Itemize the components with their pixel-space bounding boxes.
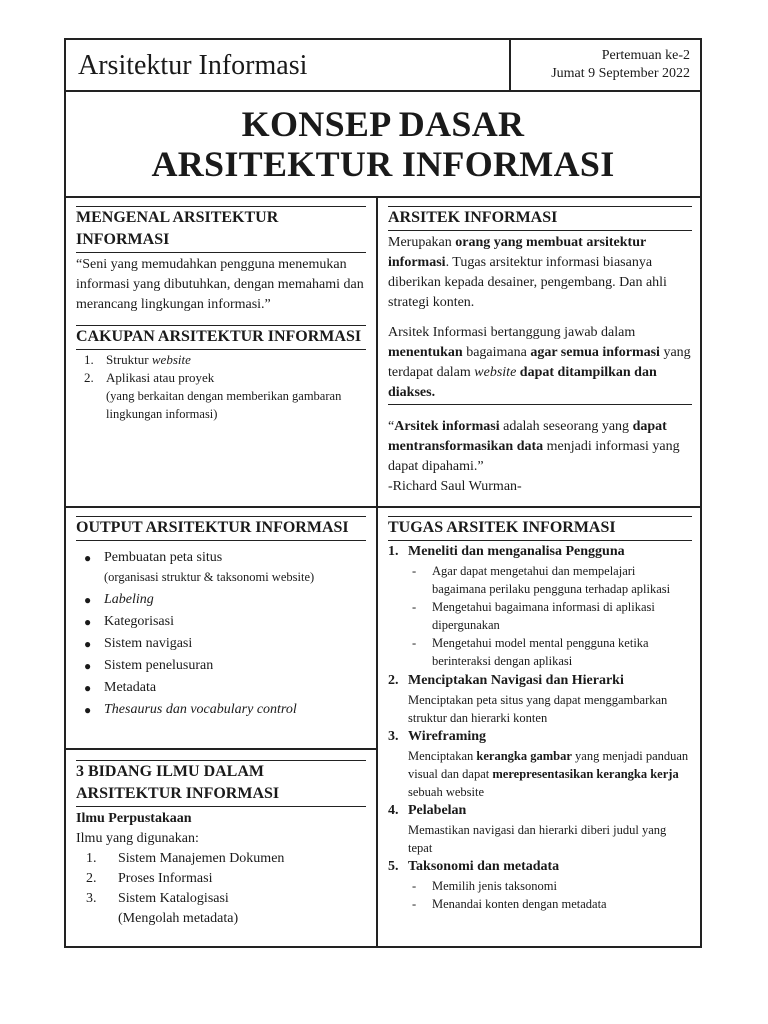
tugas-dash-item: - Mengetahui model mental pengguna ketika berinteraksi dengan aplikasi [412,636,649,668]
output-item [76,589,366,611]
bullet-icon: ● [84,681,92,695]
cakupan-item-number: 1. [84,352,94,367]
cakupan-note: (yang berkaitan dengan memberikan gambaran lingkungan informasi) [106,389,342,421]
tugas-dash-item: - Menandai konten dengan metadata [412,897,607,911]
cakupan-item [84,351,366,369]
cakupan-item-text: Struktur [106,352,152,367]
bidang-item: 1. Sistem Manajemen Dokumen [86,851,285,866]
meeting-number: Pertemuan ke-2 [601,48,690,63]
quote-author: -Richard Saul Wurman- [388,479,522,494]
output-item-text: Kategorisasi [104,614,174,629]
output-item [76,611,366,633]
cakupan-item-italic: website [151,352,191,367]
cakupan-item-number: 2. [84,370,94,385]
output-item [76,633,366,655]
output-item-note: (organisasi struktur & taksonomi website) [104,570,315,584]
left-row-divider [66,748,376,750]
arsitek-heading: ARSITEK INFORMASI [388,206,692,231]
tugas-5-details [388,877,692,913]
tugas-item-title: 2. Menciptakan Navigasi dan Hierarki [388,673,624,688]
output-item [76,677,366,699]
mengenal-heading: MENGENAL ARSITEKTUR INFORMASI [76,206,366,253]
bullet-icon: ● [84,703,92,717]
output-item-text: Sistem navigasi [104,636,193,651]
tugas-dash-item: - Agar dapat mengetahui dan mempelajari bagaimana perilaku pengguna terhadap aplikasi [412,564,671,596]
output-list [76,547,366,721]
row-divider [66,506,700,508]
bidang-item: 3. Sistem Katalogisasi [86,891,229,906]
cakupan-item-text: Aplikasi atau proyek [106,370,215,385]
page-title: KONSEP DASAR ARSITEKTUR INFORMASI [151,104,615,184]
cakupan-item [84,369,366,387]
output-item [76,547,366,585]
course-title: Arsitektur Informasi [78,50,308,81]
meeting-info [509,40,700,90]
tugas-heading: TUGAS ARSITEK INFORMASI [388,516,692,541]
output-item-text: Labeling [104,592,154,607]
bullet-icon: ● [84,637,92,651]
tugas-section [388,516,692,913]
bidang-heading: 3 BIDANG ILMU DALAM ARSITEKTUR INFORMASI [76,760,366,807]
bullet-icon: ● [84,615,92,629]
output-item [76,655,366,677]
arsitek-section [388,206,692,497]
output-heading: OUTPUT ARSITEKTUR INFORMASI [76,516,366,541]
bullet-icon: ● [84,551,92,565]
tugas-dash-item: - Mengetahui bagaimana informasi di aplikasi dipergunakan [412,600,655,632]
bidang-list [76,849,366,929]
cakupan-list [76,351,366,423]
mengenal-quote: “Seni yang memudahkan pengguna menemukan informasi yang dibutuhkan, dengan memahami dan merancang lingkungan informasi.” [76,257,364,312]
bullet-icon: ● [84,593,92,607]
header [66,40,700,92]
document-page [64,38,702,948]
column-divider [376,196,378,946]
output-item [76,699,366,721]
output-item-text: Sistem penelusuran [104,658,214,673]
tugas-1-details [388,562,692,670]
bidang-item: 2. Proses Informasi [86,871,213,886]
tugas-item-title: 4. Pelabelan [388,803,467,818]
tugas-4-desc: Memastikan navigasi dan hierarki diberi judul yang tepat [408,823,667,855]
bidang-note: (Mengolah metadata) [118,911,239,926]
arsitek-quote: “Arsitek informasi adalah seseorang yang dapat mentransformasikan data menjadi informasi yang dapat dipahami.” [388,419,680,474]
bullet-icon: ● [84,659,92,673]
mengenal-section [76,206,366,423]
meeting-date: Jumat 9 September 2022 [551,66,690,81]
bidang-subheading: Ilmu Perpustakaan [76,811,192,826]
tugas-3-desc: Menciptakan kerangka gambar yang menjadi panduan visual dan dapat merepresentasikan kerangka kerja sebuah website [408,749,689,799]
output-item-text: Metadata [104,680,157,695]
output-section [76,516,366,721]
output-item-text: Pembuatan peta situs [104,550,223,565]
bidang-intro: Ilmu yang digunakan: [76,831,199,846]
tugas-item-title: 1. Meneliti dan menganalisa Pengguna [388,544,625,559]
arsitek-responsibility: Arsitek Informasi bertanggung jawab dalam menentukan bagaimana agar semua informasi yang terdapat dalam website dapat ditampilkan dan diakses. [388,323,692,405]
bidang-section [76,760,366,929]
output-item-text: Thesaurus dan vocabulary control [104,702,297,717]
tugas-item-title: 3. Wireframing [388,729,487,744]
tugas-2-desc: Menciptakan peta situs yang dapat menggambarkan struktur dan hierarki konten [408,693,668,725]
title-box [66,90,700,198]
tugas-item-title: 5. Taksonomi dan metadata [388,859,560,874]
tugas-dash-item: - Memilih jenis taksonomi [412,879,557,893]
cakupan-heading: CAKUPAN ARSITEKTUR INFORMASI [76,325,366,350]
arsitek-definition: Merupakan orang yang membuat arsitektur informasi. Tugas arsitektur informasi biasanya diberikan kepada desainer, pengembang. Dan ahli strategi konten. [388,235,667,310]
